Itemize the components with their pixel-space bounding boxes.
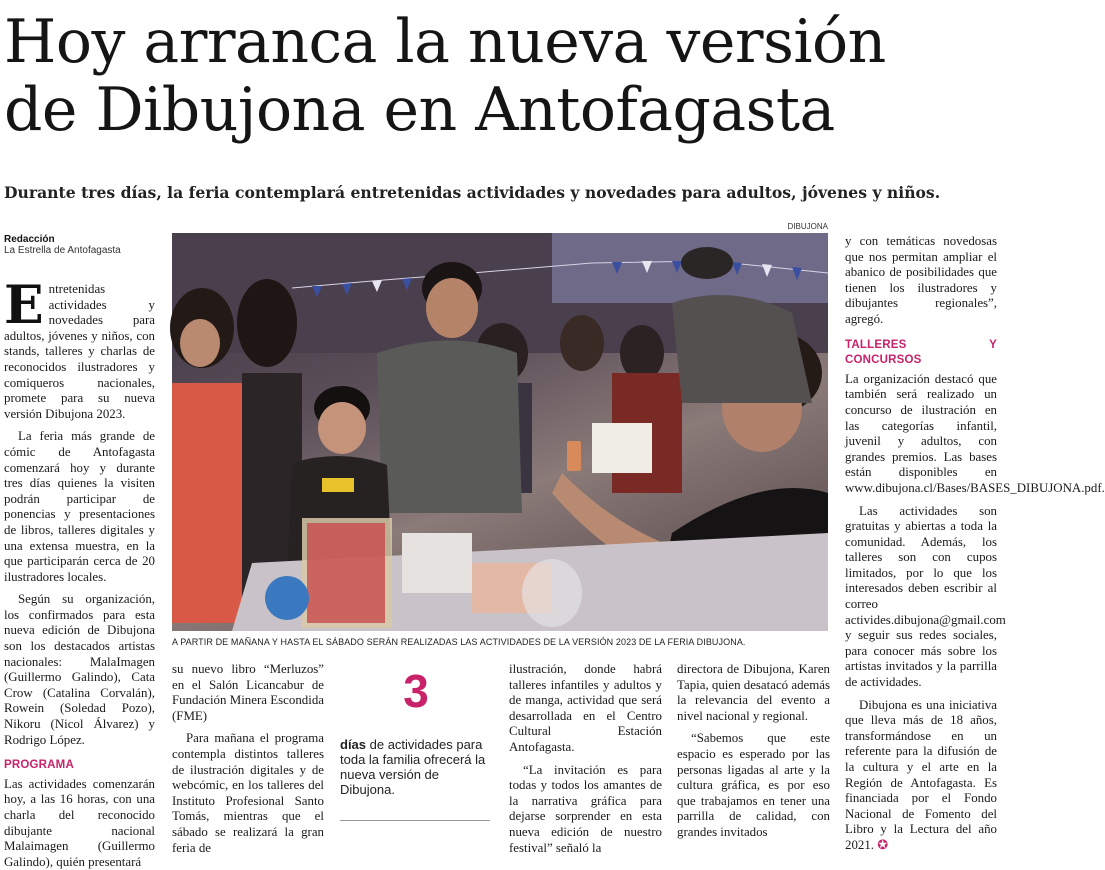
paragraph: “La invitación es para todas y todos los amantes de la narrativa gráfica para dejarse sorprender en esta nueva edición de nuestro festival” señaló la <box>509 762 662 855</box>
lead-paragraph <box>4 275 155 422</box>
stat-divider <box>340 820 490 821</box>
paragraph: ilustración, donde habrá talleres infantiles y adultos y de manga, actividad que será desarrollada en el Centro Cultural Estación Antofagasta. <box>509 662 662 754</box>
article-column-2 <box>172 662 324 858</box>
lead-text: ntretenidas actividades y novedades para adultos, jóvenes y niños, con stands, talleres y charlas de reconocidos ilustradores y comiqueros nacionales, promete para su nueva versión Dibujona 2023. <box>4 282 155 421</box>
headline <box>4 8 996 144</box>
closing-text: Dibujona es una iniciativa que lleva más de 18 años, transformándose en un referente para la difusión de la cultura y el arte en la Región de Antofagasta. Es financiada por el Fondo Nacional de Fomento del Libro y la Lectura del año 2021. <box>845 697 997 852</box>
article-column-5 <box>677 662 830 858</box>
byline-outlet: La Estrella de Antofagasta <box>4 245 121 256</box>
article-column-1 <box>4 275 155 869</box>
drop-cap: E <box>4 275 44 336</box>
end-mark-icon: ✪ <box>877 837 889 852</box>
stat-bold: días <box>340 737 367 752</box>
byline <box>4 234 164 256</box>
paragraph: La organización destacó que también será realizado un concurso de ilustración en las categorías infantil, juvenil y adultos, con grandes premios. Las bases están disponibles en www.dibujona.cl/Bases/BASES_DIBUJONA.pdf. <box>845 371 1105 495</box>
paragraph: y con temáticas novedosas que nos permitan ampliar el abanico de posibilidades que tienen los ilustradores y dibujantes regionales”, agregó. <box>845 234 997 326</box>
photo-caption: A PARTIR DE MAÑANA Y HASTA EL SÁBADO SERÁN REALIZADAS LAS ACTIVIDADES DE LA VERSIÓN 2023 DE LA FERIA DIBUJONA. <box>172 637 746 647</box>
section-heading-talleres: TALLERES Y CONCURSOS <box>845 338 997 367</box>
paragraph: Según su organización, los confirmados para esta nueva edición de Dibujona son los destacados artistas nacionales: MalaImagen (Guillermo Galindo), Cata Crow (Catalina Corvalán), Rowein (Soledad Pozo), Nikoru (Nicol Álvarez) y Rodrigo López. <box>4 592 155 747</box>
paragraph: directora de Dibujona, Karen Tapia, quien desatacó además la relevancia del evento a nivel nacional y regional. <box>677 662 831 723</box>
stat-number: 3 <box>403 665 429 717</box>
paragraph: su nuevo libro “Merluzos” en el Salón Licancabur de Fundación Minera Escondida (FME) <box>172 662 324 723</box>
photo-credit: DIBUJONA <box>787 222 828 231</box>
feature-photo <box>172 233 828 631</box>
article-column-6 <box>845 234 1105 858</box>
stat-callout <box>340 665 492 821</box>
stat-description: de actividades para toda la familia ofrecerá la nueva versión de Dibujona. <box>340 737 486 797</box>
section-heading-programa: PROGRAMA <box>4 759 74 772</box>
subheadline: Durante tres días, la feria contemplará entretenidas actividades y novedades para adultos, jóvenes y niños. <box>4 183 941 202</box>
paragraph: La feria más grande de cómic de Antofagasta comenzará hoy y durante tres días quienes la visiten podrán participar de ponencias y presentaciones de libros, talleres digitales y una extensa muestra, en la que participarán cerca de 20 ilustradores locales. <box>4 429 155 584</box>
paragraph <box>845 698 997 854</box>
byline-author: Redacción <box>4 234 55 245</box>
paragraph: Las actividades comenzarán hoy, a las 16 horas, con una charla del reconocido dibujante nacional Malaimagen (Guillermo Galindo), quién presentará <box>4 776 155 869</box>
headline-line-1: Hoy arranca la nueva versión <box>4 7 886 77</box>
stat-text <box>340 737 492 797</box>
headline-line-2: de Dibujona en Antofagasta <box>4 75 835 145</box>
article-column-4 <box>509 662 662 858</box>
paragraph: “Sabemos que este espacio es esperado por las personas ligadas al arte y la cultura gráfica, es por eso que trabajamos en tener una parrilla de calidad, con grandes invitados <box>677 731 830 839</box>
paragraph: Las actividades son gratuitas y abiertas a toda la comunidad. Además, los talleres son con cupos limitados, por lo que los interesados deben escribir al correo activides.dibujona@gmail.com y seguir sus redes sociales, para conocer más sobre los artistas invitados y la parrilla de actividades. <box>845 503 1006 690</box>
photo-illustration <box>172 233 828 631</box>
paragraph: Para mañana el programa contempla distintos talleres de ilustración digitales y de webcómic, en los talleres del Instituto Profesional Santo Tomás, mientras que el sábado se realizará la gran feria de <box>172 731 324 855</box>
